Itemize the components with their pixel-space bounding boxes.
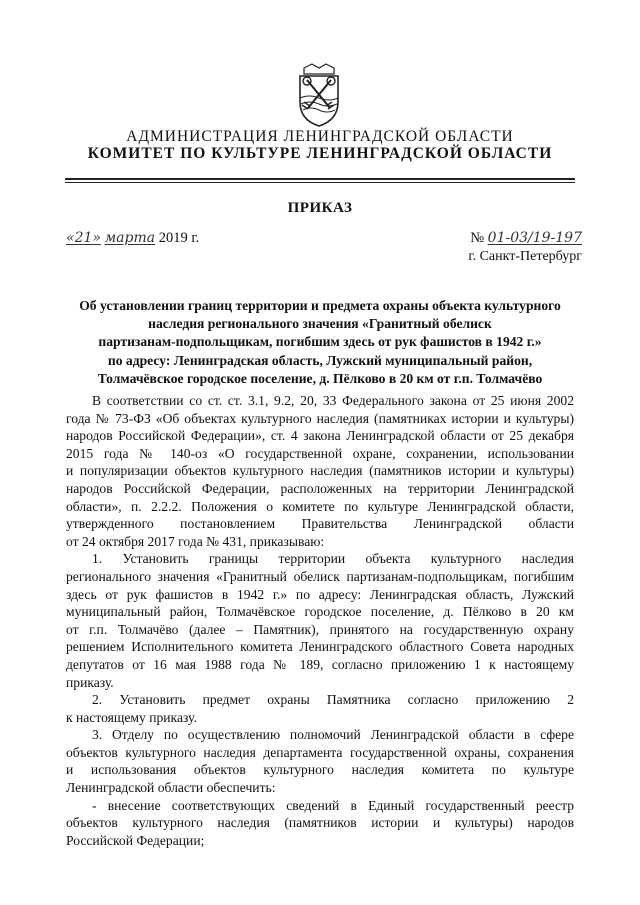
committee-name: КОМИТЕТ ПО КУЛЬТУРЕ ЛЕНИНГРАДСКОЙ ОБЛАСТИ: [87, 145, 553, 162]
organization-name: АДМИНИСТРАЦИЯ ЛЕНИНГРАДСКОЙ ОБЛАСТИ: [126, 128, 514, 145]
body-line: утвержденного постановлением Правительства Ленинградской области: [66, 516, 574, 532]
body-line: объектов культурного наследия (памятников истории и культуры) народов: [66, 815, 574, 831]
body-line: и использования объектов культурного наследия комитета по культуре: [66, 762, 574, 778]
body-line: 3. Отделу по осуществлению полномочий Ленинградской области в сфере: [92, 727, 574, 743]
header-divider-thin: [65, 182, 575, 183]
body-line: 2. Установить предмет охраны Памятника согласно приложению 2: [92, 692, 574, 708]
subject-line: Об установлении границ территории и предмета охраны объекта культурного: [79, 298, 561, 313]
body-line: - внесение соответствующих сведений в Единый государственный реестр: [92, 797, 574, 813]
body-line: 2015 года № 140-оз «О государственной охране, сохранении, использовании: [66, 445, 574, 461]
subject-line: Толмачёвское городское поселение, д. Пёлково в 20 км от г.п. Толмачёво: [97, 370, 543, 386]
body-line: народов Российской Федерации», ст. 4 закона Ленинградской области от 25 декабря: [66, 428, 574, 444]
number-prefix: №: [470, 230, 485, 246]
body-line: В соответствии со ст. ст. 3.1, 9.2, 20, 33 Федерального закона от 25 июня 2002: [92, 393, 574, 408]
body-line: Ленинградской области обеспечить:: [66, 780, 276, 796]
body-line: и популяризации объектов культурного наследия (памятников истории и культуры): [66, 463, 574, 479]
coat-of-arms-icon: [292, 62, 346, 128]
date-year: 2019 г.: [158, 230, 200, 246]
subject-line: партизанам-подпольщикам, погибшим здесь от рук фашистов в 1942 г.»: [98, 334, 542, 350]
document-title: ПРИКАЗ: [287, 200, 353, 216]
order-body: [66, 392, 574, 849]
header-divider-thick: [65, 178, 575, 180]
body-line: года № 73-ФЗ «Об объектах культурного наследия (памятниках истории и культуры): [66, 410, 574, 426]
body-line: муниципальный район, Толмачёвское городское поселение, д. Пёлково в 20 км: [66, 604, 574, 620]
order-subject: [62, 297, 578, 388]
body-line: депутатов от 16 мая 1988 года № 189, согласно приложению 1 к настоящему: [66, 656, 574, 672]
document-number: [470, 230, 582, 247]
document-date: [66, 230, 199, 247]
body-line: приказу.: [66, 674, 114, 690]
body-line: решением Исполнительного комитета Ленинградского областного Совета народных: [66, 639, 574, 655]
number-value: 01-03/19-197: [487, 230, 582, 246]
subject-line: наследия регионального значения «Гранитный обелиск: [148, 316, 492, 332]
document-city: г. Санкт-Петербург: [468, 249, 582, 264]
body-line: от г.п. Толмачёво (далее – Памятник), принятого на государственную охрану: [66, 621, 574, 637]
date-month: марта: [104, 230, 156, 246]
body-line: области», п. 2.2.2. Положения о комитете по культуре Ленинградской области,: [66, 498, 574, 514]
body-line: Российской Федерации;: [66, 832, 205, 848]
body-line: регионального значения «Гранитный обелиск партизанам-подпольщикам, погибшим: [66, 568, 574, 584]
body-line: народов Российской Федерации, расположенных на территории Ленинградской: [66, 480, 574, 496]
body-line: от 24 октября 2017 года № 431, приказываю:: [66, 533, 325, 549]
date-day: «21»: [66, 230, 101, 246]
body-line: к настоящему приказу.: [66, 709, 197, 725]
body-line: здесь от рук фашистов в 1942 г.» по адресу: Ленинградская область, Лужский: [66, 586, 574, 602]
subject-line: по адресу: Ленинградская область, Лужский муниципальный район,: [107, 352, 533, 368]
body-line: 1. Установить границы территории объекта культурного наследия: [92, 551, 574, 567]
body-line: объектов культурного наследия департамента государственной охраны, сохранения: [66, 744, 574, 760]
